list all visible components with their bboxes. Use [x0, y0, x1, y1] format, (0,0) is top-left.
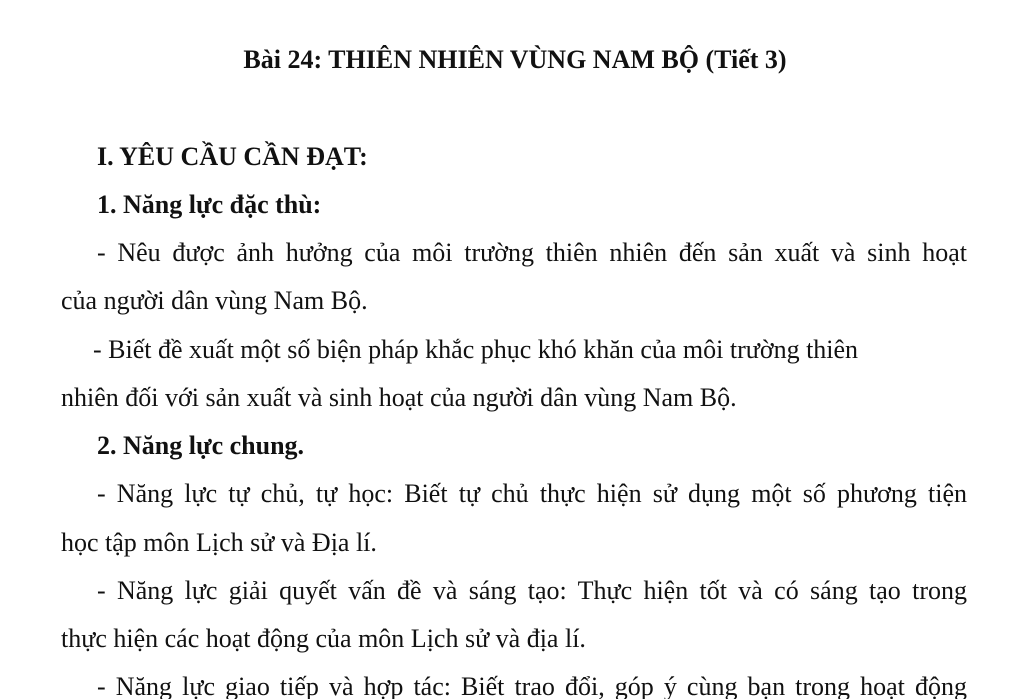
section-heading-requirements: I. YÊU CẦU CẦN ĐẠT:	[97, 142, 368, 171]
paragraph-line: nhiên đối với sản xuất và sinh hoạt của người dân vùng Nam Bộ.	[61, 383, 737, 412]
paragraph-line: học tập môn Lịch sử và Địa lí.	[61, 528, 377, 557]
paragraph-line: - Năng lực giao tiếp và hợp tác: Biết trao đổi, góp ý cùng bạn trong hoạt động	[97, 672, 967, 699]
paragraph-line: - Năng lực tự chủ, tự học: Biết tự chủ thực hiện sử dụng một số phương tiện	[97, 479, 967, 508]
paragraph-line: - Nêu được ảnh hưởng của môi trường thiên nhiên đến sản xuất và sinh hoạt	[97, 238, 967, 267]
paragraph-line: của người dân vùng Nam Bộ.	[61, 286, 368, 315]
paragraph-line: thực hiện các hoạt động của môn Lịch sử và địa lí.	[61, 624, 586, 653]
paragraph-line: - Năng lực giải quyết vấn đề và sáng tạo: Thực hiện tốt và có sáng tạo trong	[97, 576, 967, 605]
subsection-heading-specific-competence: 1. Năng lực đặc thù:	[97, 190, 322, 219]
lesson-title: Bài 24: THIÊN NHIÊN VÙNG NAM BỘ (Tiết 3)	[243, 45, 787, 74]
paragraph-line: - Biết đề xuất một số biện pháp khắc phục khó khăn của môi trường thiên	[93, 335, 859, 364]
subsection-heading-general-competence: 2. Năng lực chung.	[97, 431, 305, 460]
